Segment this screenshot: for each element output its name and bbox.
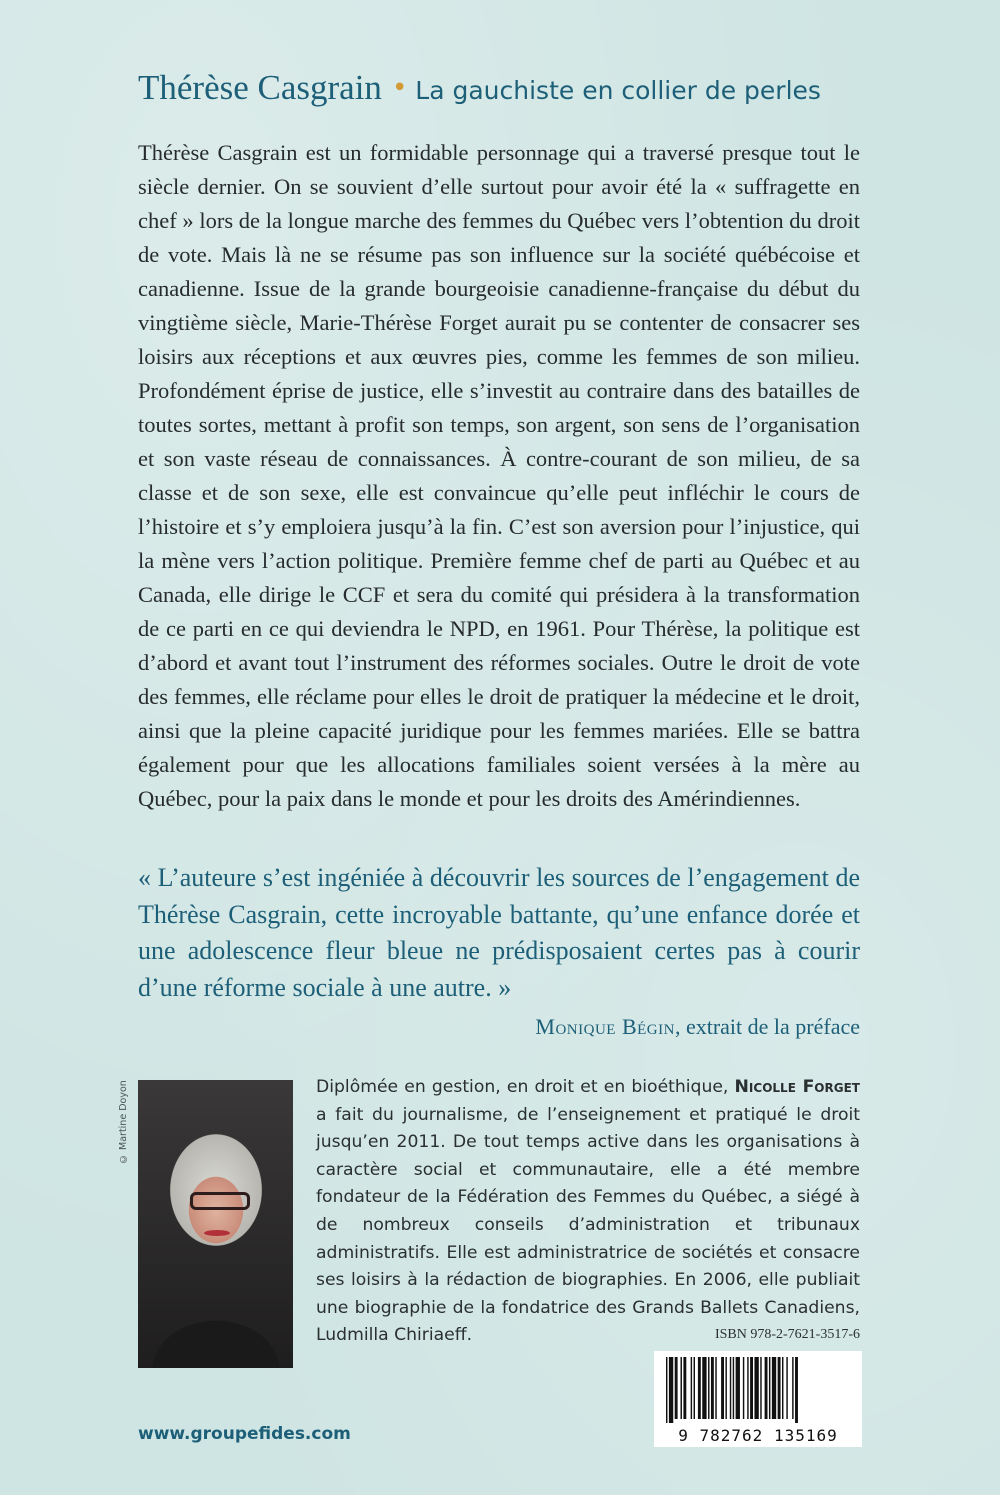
- book-subtitle: La gauchiste en collier de perles: [415, 76, 821, 105]
- author-name: Nicolle Forget: [734, 1077, 860, 1097]
- book-title-row: [138, 68, 898, 108]
- lips-shape: [204, 1230, 230, 1236]
- barcode-number: 9 782762 135169: [678, 1426, 838, 1445]
- isbn-label: ISBN 978-2-7621-3517-6: [714, 1327, 860, 1342]
- barcode-bars: [662, 1357, 854, 1423]
- barcode: [654, 1351, 862, 1447]
- quote-attribution: [535, 1014, 860, 1040]
- author-bio: [316, 1074, 860, 1350]
- bio-suffix: a fait du journalisme, de l’enseignement et pratiqué le droit jusqu’en 2011. De tout temps active dans les organisations à caractère social et communautaire, elle a été membre fondateur de la Fédération des Femmes du Québec, a siégé à de nombreux conseils d’administration et tribunaux administratifs. Elle est administratrice de sociétés et consacre ses loisirs à la rédaction de biographies. En 2006, elle publiait une biographie de la fondatrice des Grands Ballets Canadiens, Ludmilla Chiriaeff.: [316, 1104, 860, 1346]
- publisher-website[interactable]: www.groupefides.com: [138, 1424, 351, 1444]
- book-title: Thérèse Casgrain: [138, 68, 382, 107]
- glasses-shape: [190, 1192, 250, 1210]
- bio-prefix: Diplômée en gestion, en droit et en bioéthique,: [316, 1077, 735, 1097]
- author-photo: [138, 1080, 293, 1368]
- preface-quote: « L’auteure s’est ingéniée à découvrir les sources de l’engagement de Thérèse Casgrain, cette incroyable battante, qu’une enfance dorée et une adolescence fleur bleue ne prédisposaient certes pas à courir d’une réforme sociale à une autre. »: [138, 863, 860, 1002]
- quote-source: , extrait de la préface: [674, 1014, 860, 1039]
- book-summary: Thérèse Casgrain est un formidable personnage qui a traversé presque tout le siècle dernier. On se souvient d’elle surtout pour avoir été la « suffragette en chef » lors de la longue marche des femmes du Québec vers l’obtention du droit de vote. Mais là ne se résume pas son influence sur la société québécoise et canadienne. Issue de la grande bourgeoisie canadienne-française du début du vingtième siècle, Marie-Thérèse Forget aurait pu se contenter de consacrer ses loisirs aux réceptions et aux œuvres pies, comme les femmes de son milieu. Profondément éprise de justice, elle s’investit au contraire dans des batailles de toutes sortes, mettant à profit son temps, son argent, son sens de l’organisation et son vaste réseau de connaissances. À contre-courant de son milieu, de sa classe et de son sexe, elle est convaincue qu’elle peut infléchir le cours de l’histoire et s’y emploiera jusqu’à la fin. C’est son aversion pour l’injustice, qui la mène vers l’action politique. Première femme chef de parti au Québec et au Canada, elle dirige le CCF et sera du comité qui présidera à la transformation de ce parti en ce qui deviendra le NPD, en 1961. Pour Thérèse, la politique est d’abord et avant tout l’instrument des réformes sociales. Outre le droit de vote des femmes, elle réclame pour elles le droit de pratiquer la médecine et le droit, ainsi que la pleine capacité juridique pour les femmes mariées. Elle se battra également pour que les allocations familiales soient versées à la mère au Québec, pour la paix dans le monde et pour les droits des Amérindiennes.: [138, 140, 860, 811]
- title-separator: •: [391, 73, 408, 103]
- photo-credit: © Martine Doyon: [118, 1080, 129, 1164]
- quote-author: Monique Bégin: [535, 1014, 675, 1039]
